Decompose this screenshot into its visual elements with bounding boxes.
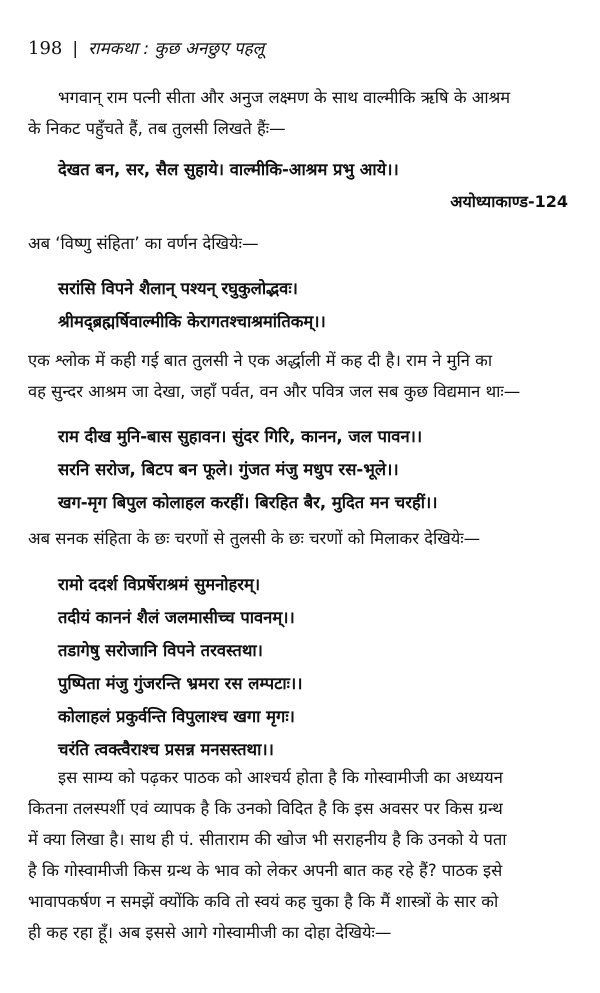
paragraph-comparison [28, 345, 568, 407]
paragraph-vishnu [28, 228, 568, 259]
verse-line: सरांसि विपने शैलान् पश्यन् रघुकुलोद्भवः। [58, 279, 298, 298]
paragraph-conclusion [28, 762, 568, 948]
verse-vishnu-samhita [58, 272, 568, 338]
page-number: 198 [28, 38, 63, 59]
verse-line: सरनि सरोज, बिटप बन फूले। गुंजत मंजु मधुप रस-भूले।। [58, 460, 399, 479]
verse-tulsi-2 [58, 420, 568, 519]
verse-line: तदीयं काननं शैलं जलमासीच्च पावनम्।। [58, 608, 295, 627]
paragraph-line: ही कह रहा हूँ। अब इससे आगे गोस्वामीजी का दोहा देखियेः— [28, 923, 392, 942]
verse-line: कोलाहलं प्रकुर्वन्ति विपुलाश्च खगा मृगः। [58, 707, 295, 726]
paragraph-line: कितना तलस्पर्शी एवं व्यापक है कि उनको विदित है कि इस अवसर पर किस ग्रन्थ [28, 799, 503, 818]
verse-line: तडागेषु सरोजानि विपने तरवस्तथा। [58, 641, 263, 660]
paragraph-line: के निकट पहुँचते हैं, तब तुलसी लिखते हैंः— [28, 119, 286, 138]
verse-sanak-samhita [58, 568, 568, 766]
verse-line: रामो ददर्श विप्रर्षेराश्रमं सुमनोहरम्। [58, 575, 261, 594]
verse-line: पुष्पिता मंजु गुंजरन्ति भ्रमरा रस लम्पटाः।। [58, 674, 303, 693]
header-separator: | [72, 39, 79, 59]
paragraph-line: इस साम्य को पढ़कर पाठक को आश्चर्य होता है कि गोस्वामीजी का अध्ययन [58, 768, 503, 787]
verse-line: चरंति त्वक्त्वैराश्च प्रसन्न मनसस्तथा।। [58, 740, 274, 759]
running-title: रामकथा : कुछ अनछुए पहलू [88, 39, 265, 59]
paragraph-sanak [28, 523, 568, 554]
running-header [28, 38, 264, 60]
paragraph-line: में क्या लिखा है। साथ ही पं. सीताराम की खोज भी सराहनीय है कि उनको ये पता [28, 830, 507, 849]
verse-line: श्रीमद्ब्रह्मर्षिवाल्मीकि केरागतश्चाश्रमांतिकम्।। [58, 312, 326, 331]
paragraph-line: भगवान् राम पत्नी सीता और अनुज लक्ष्मण के साथ वाल्मीकि ऋषि के आश्रम [58, 88, 511, 107]
paragraph-line: अब ‘विष्णु संहिता’ का वर्णन देखियेः— [28, 234, 259, 253]
paragraph-line: भावापकर्षण न समझें क्योंकि कवि तो स्वयं कह चुका है कि मैं शास्त्रों के सार को [28, 892, 499, 911]
verse-source: अयोध्याकाण्ड-124 [450, 192, 568, 211]
paragraph-line: वह सुन्दर आश्रम जा देखा, जहाँ पर्वत, वन और पवित्र जल सब कुछ विद्यमान थाः— [28, 382, 521, 401]
verse-tulsi-1 [58, 153, 568, 186]
paragraph-line: एक श्लोक में कही गई बात तुलसी ने एक अर्द्धाली में कह दी है। राम ने मुनि का [28, 351, 493, 370]
verse-line: देखत बन, सर, सैल सुहाये। वाल्मीकि-आश्रम प्रभु आये।। [58, 160, 399, 179]
paragraph-line: अब सनक संहिता के छः चरणों से तुलसी के छः चरणों को मिलाकर देखियेः— [28, 529, 481, 548]
paragraph-line: है कि गोस्वामीजी किस ग्रन्थ के भाव को लेकर अपनी बात कह रहे हैं? पाठक इसे [28, 861, 503, 880]
verse-line: राम दीख मुनि-बास सुहावन। सुंदर गिरि, कानन, जल पावन।। [58, 427, 423, 446]
verse-line: खग-मृग बिपुल कोलाहल करहीं। बिरहित बैर, मुदित मन चरहीं।। [58, 493, 438, 512]
paragraph-intro [28, 82, 568, 144]
